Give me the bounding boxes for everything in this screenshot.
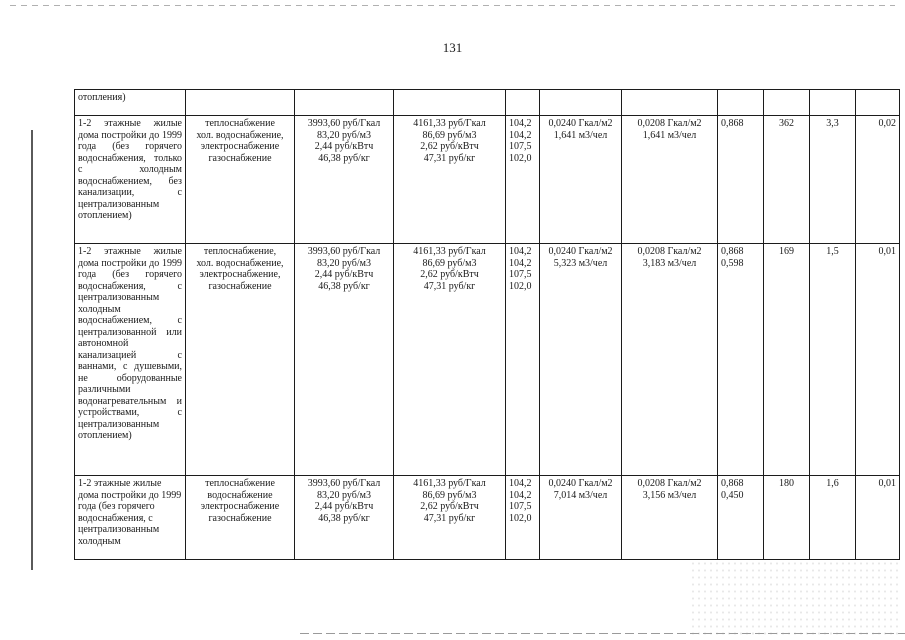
row-value-2: 1,6 — [810, 476, 856, 560]
row-norm-b — [622, 90, 718, 116]
tariff-table — [74, 89, 900, 560]
row-description: отопления) — [75, 90, 186, 116]
table-row — [75, 244, 900, 476]
row-value-3 — [856, 90, 900, 116]
row-value-3: 0,01 — [856, 244, 900, 476]
scan-edge-top — [0, 3, 905, 9]
row-index: 104,2 104,2 107,5 102,0 — [506, 476, 540, 560]
row-value-2 — [810, 90, 856, 116]
row-description: 1-2 этажные жилые дома постройки до 1999 года (без горячего водоснабжения, с централизованным холодным — [75, 476, 186, 560]
row-value-3: 0,02 — [856, 116, 900, 244]
row-description: 1-2 этажные жилые дома постройки до 1999 года (без горячего водоснабжения, с централизованным холодным водоснабжением, с централизованной или автономной канализацией с ваннами, с душевыми, не оборудованные различными водонагревательным и устройствами, с централизованным отоплением) — [75, 244, 186, 476]
scan-noise — [690, 560, 900, 635]
row-coefficient: 0,868 0,598 — [718, 244, 764, 476]
row-value-1 — [764, 90, 810, 116]
page-number: 131 — [442, 40, 463, 55]
row-norm-a: 0,0240 Гкал/м2 7,014 м3/чел — [540, 476, 622, 560]
row-norm-a: 0,0240 Гкал/м2 1,641 м3/чел — [540, 116, 622, 244]
scan-edge-bottom — [300, 633, 905, 634]
row-tariff-a: 3993,60 руб/Гкал 83,20 руб/м3 2,44 руб/кВтч 46,38 руб/кг — [295, 476, 394, 560]
row-tariff-a — [295, 90, 394, 116]
row-value-1: 180 — [764, 476, 810, 560]
row-value-2: 1,5 — [810, 244, 856, 476]
row-norm-b: 0,0208 Гкал/м2 1,641 м3/чел — [622, 116, 718, 244]
row-services — [186, 90, 295, 116]
row-coefficient — [718, 90, 764, 116]
row-index — [506, 90, 540, 116]
binding-mark — [31, 130, 33, 570]
row-tariff-b — [394, 90, 506, 116]
table-row — [75, 476, 900, 560]
row-tariff-b: 4161,33 руб/Гкал 86,69 руб/м3 2,62 руб/кВтч 47,31 руб/кг — [394, 476, 506, 560]
row-services: теплоснабжение, хол. водоснабжение, электроснабжение, газоснабжение — [186, 244, 295, 476]
row-norm-b: 0,0208 Гкал/м2 3,156 м3/чел — [622, 476, 718, 560]
row-services: теплоснабжение хол. водоснабжение, электроснабжение газоснабжение — [186, 116, 295, 244]
row-value-2: 3,3 — [810, 116, 856, 244]
row-norm-b: 0,0208 Гкал/м2 3,183 м3/чел — [622, 244, 718, 476]
row-value-3: 0,01 — [856, 476, 900, 560]
row-index: 104,2 104,2 107,5 102,0 — [506, 244, 540, 476]
table-row — [75, 90, 900, 116]
table-row — [75, 116, 900, 244]
row-tariff-a: 3993,60 руб/Гкал 83,20 руб/м3 2,44 руб/кВтч 46,38 руб/кг — [295, 116, 394, 244]
row-coefficient: 0,868 0,450 — [718, 476, 764, 560]
row-value-1: 362 — [764, 116, 810, 244]
row-services: теплоснабжение водоснабжение электроснабжение газоснабжение — [186, 476, 295, 560]
row-value-1: 169 — [764, 244, 810, 476]
row-tariff-b: 4161,33 руб/Гкал 86,69 руб/м3 2,62 руб/кВтч 47,31 руб/кг — [394, 244, 506, 476]
row-index: 104,2 104,2 107,5 102,0 — [506, 116, 540, 244]
row-tariff-a: 3993,60 руб/Гкал 83,20 руб/м3 2,44 руб/кВтч 46,38 руб/кг — [295, 244, 394, 476]
row-coefficient: 0,868 — [718, 116, 764, 244]
row-description: 1-2 этажные жилые дома постройки до 1999 года (без горячего водоснабжения, только с холодным водоснабжением, без канализации, с централизованным отоплением) — [75, 116, 186, 244]
row-norm-a — [540, 90, 622, 116]
row-tariff-b: 4161,33 руб/Гкал 86,69 руб/м3 2,62 руб/кВтч 47,31 руб/кг — [394, 116, 506, 244]
row-norm-a: 0,0240 Гкал/м2 5,323 м3/чел — [540, 244, 622, 476]
